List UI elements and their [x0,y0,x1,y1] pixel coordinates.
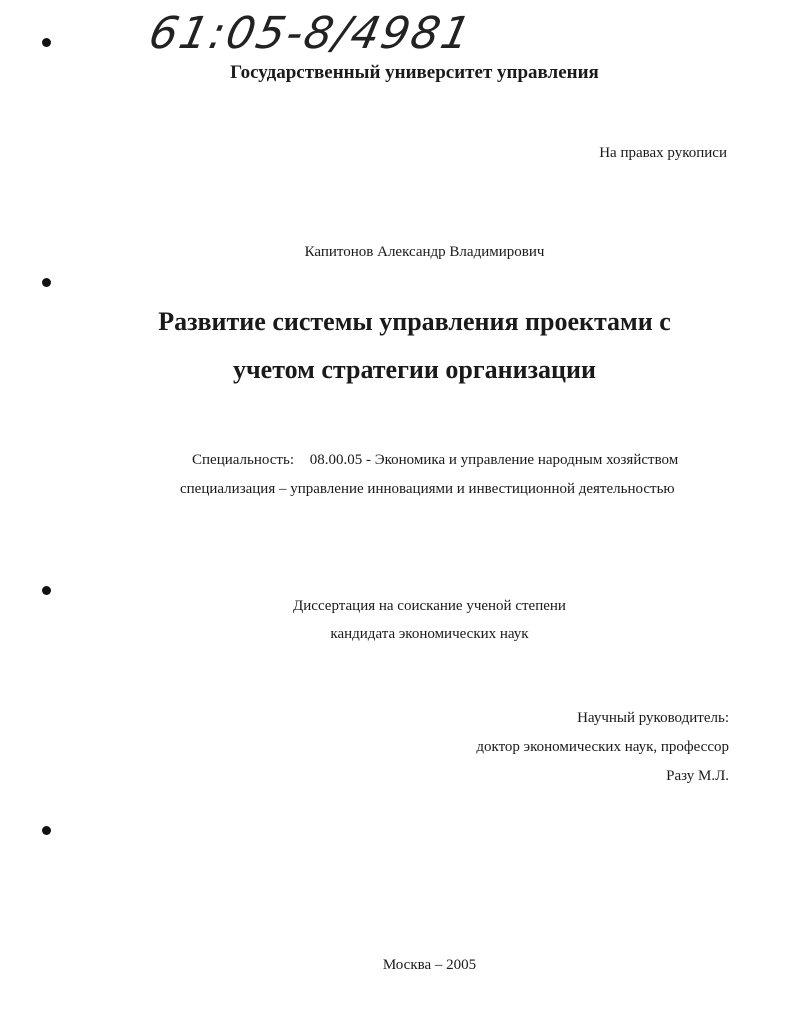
specialty-value: 08.00.05 - Экономика и управление народным хозяйством [309,452,679,468]
title-line-2: учетом стратегии организации [233,355,596,384]
rights-note: На правах рукописи [599,145,727,161]
specialty-label: Специальность: [192,452,294,468]
scientific-advisor [476,704,729,791]
dissertation-line-2: кандидата экономических наук [330,626,529,642]
dissertation-line-1: Диссертация на соискание ученой степени [293,598,566,614]
dissertation-degree [0,592,799,648]
binder-hole-2 [42,278,51,287]
dissertation-title [0,298,799,394]
advisor-name: Разу М.Л. [666,768,729,784]
specialty [192,452,678,469]
binder-hole-1 [42,38,51,47]
advisor-degree: доктор экономических наук, профессор [476,739,729,755]
author-name: Капитонов Александр Владимирович [304,244,545,260]
binder-hole-4 [42,826,51,835]
advisor-label: Научный руководитель: [577,710,729,726]
specialization: специализация – управление инновациями и инвестиционной деятельностью [180,481,675,497]
university-name: Государственный университет управления [230,62,599,83]
handwritten-catalog-number: 61:05-8/4981 [144,8,477,59]
city-year: Москва – 2005 [382,957,477,973]
title-line-1: Развитие системы управления проектами с [158,307,671,336]
